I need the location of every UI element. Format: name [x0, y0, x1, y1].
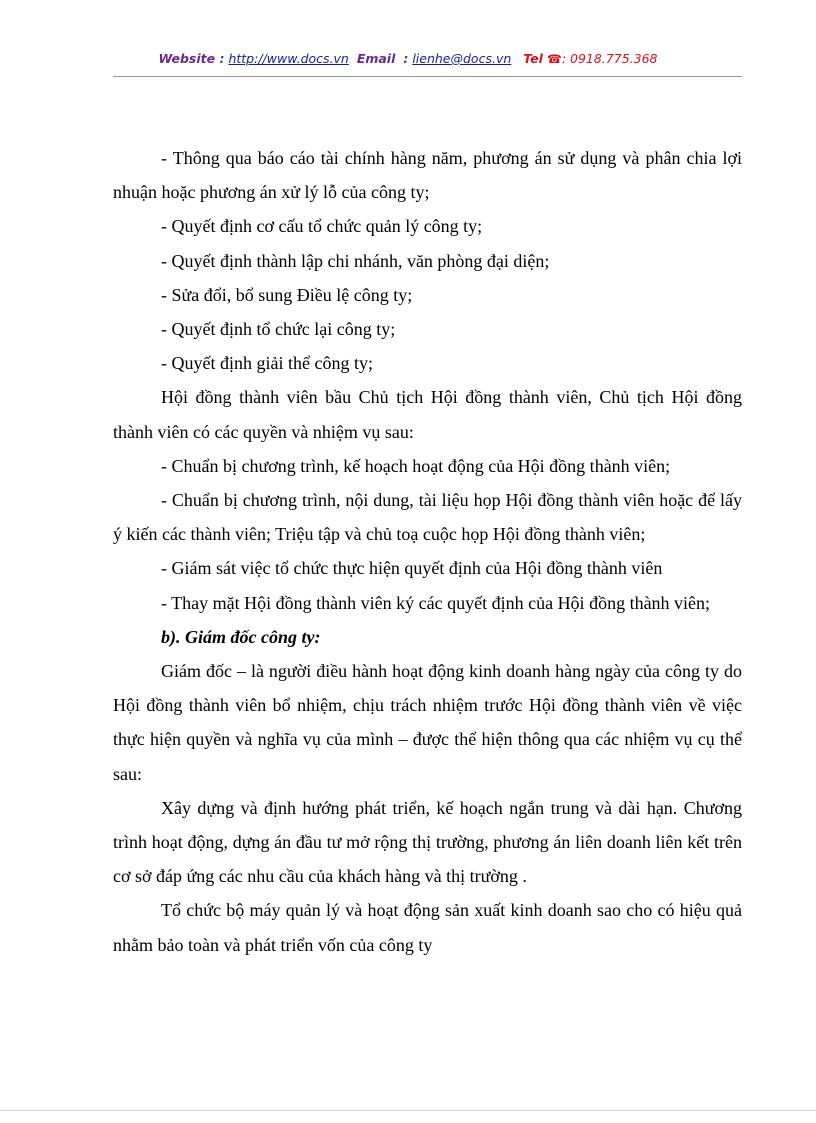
- paragraph: - Quyết định cơ cấu tổ chức quản lý công ty;: [161, 216, 483, 237]
- paragraph: - Chuẩn bị chương trình, nội dung, tài liệu họp Hội đồng thành viên hoặc để lấy ý kiến các thành viên; Triệu tập và chủ toạ cuộc họp Hội đồng thành viên;: [113, 490, 742, 545]
- document-body: [113, 141, 742, 962]
- phone-icon: ☎: [546, 52, 562, 66]
- paragraph: - Chuẩn bị chương trình, kế hoạch hoạt động của Hội đồng thành viên;: [161, 455, 671, 476]
- paragraph: Xây dựng và định hướng phát triển, kế hoạch ngắn trung và dài hạn. Chương trình hoạt động, dựng án đầu tư mở rộng thị trường, phương án liên doanh liên kết trên cơ sở đáp ứng các nhu cầu của khách hàng và thị trường .: [113, 797, 742, 887]
- paragraph: - Thay mặt Hội đồng thành viên ký các quyết định của Hội đồng thành viên;: [161, 592, 711, 613]
- header-divider: [113, 76, 742, 77]
- email-link[interactable]: lienhe@docs.vn: [412, 51, 512, 66]
- phone-number: : 0918.775.368: [561, 51, 658, 66]
- paragraph: - Giám sát việc tổ chức thực hiện quyết định của Hội đồng thành viên: [161, 558, 663, 579]
- paragraph: Tổ chức bộ máy quản lý và hoạt động sản xuất kinh doanh sao cho có hiệu quả nhằm bảo toàn và phát triển vốn của công ty: [113, 900, 742, 955]
- paragraph: Giám đốc – là người điều hành hoạt động kinh doanh hàng ngày của công ty do Hội đồng thành viên bổ nhiệm, chịu trách nhiệm trước Hội đồng thành viên về việc thực hiện quyền và nghĩa vụ của mình – được thể hiện thông qua các nhiệm vụ cụ thể sau:: [113, 661, 742, 784]
- paragraph: - Quyết định tổ chức lại công ty;: [161, 319, 396, 340]
- paragraph: - Sửa đổi, bổ sung Điều lệ công ty;: [161, 284, 413, 305]
- website-link[interactable]: http://www.docs.vn: [228, 51, 349, 66]
- section-heading: b). Giám đốc công ty:: [161, 626, 321, 647]
- email-separator: :: [403, 51, 409, 66]
- website-label: Website :: [158, 51, 225, 66]
- paragraph: - Quyết định thành lập chi nhánh, văn phòng đại diện;: [161, 250, 550, 271]
- paragraph: Hội đồng thành viên bầu Chủ tịch Hội đồng thành viên, Chủ tịch Hội đồng thành viên có các quyền và nhiệm vụ sau:: [113, 387, 742, 442]
- tel-label: Tel: [523, 51, 543, 66]
- page-header: [0, 51, 816, 66]
- email-label: Email: [356, 51, 396, 66]
- page-bottom-border: [0, 1110, 816, 1111]
- paragraph: - Quyết định giải thể công ty;: [161, 353, 373, 374]
- paragraph: - Thông qua báo cáo tài chính hàng năm, phương án sử dụng và phân chia lợi nhuận hoặc phương án xử lý lỗ của công ty;: [113, 148, 742, 203]
